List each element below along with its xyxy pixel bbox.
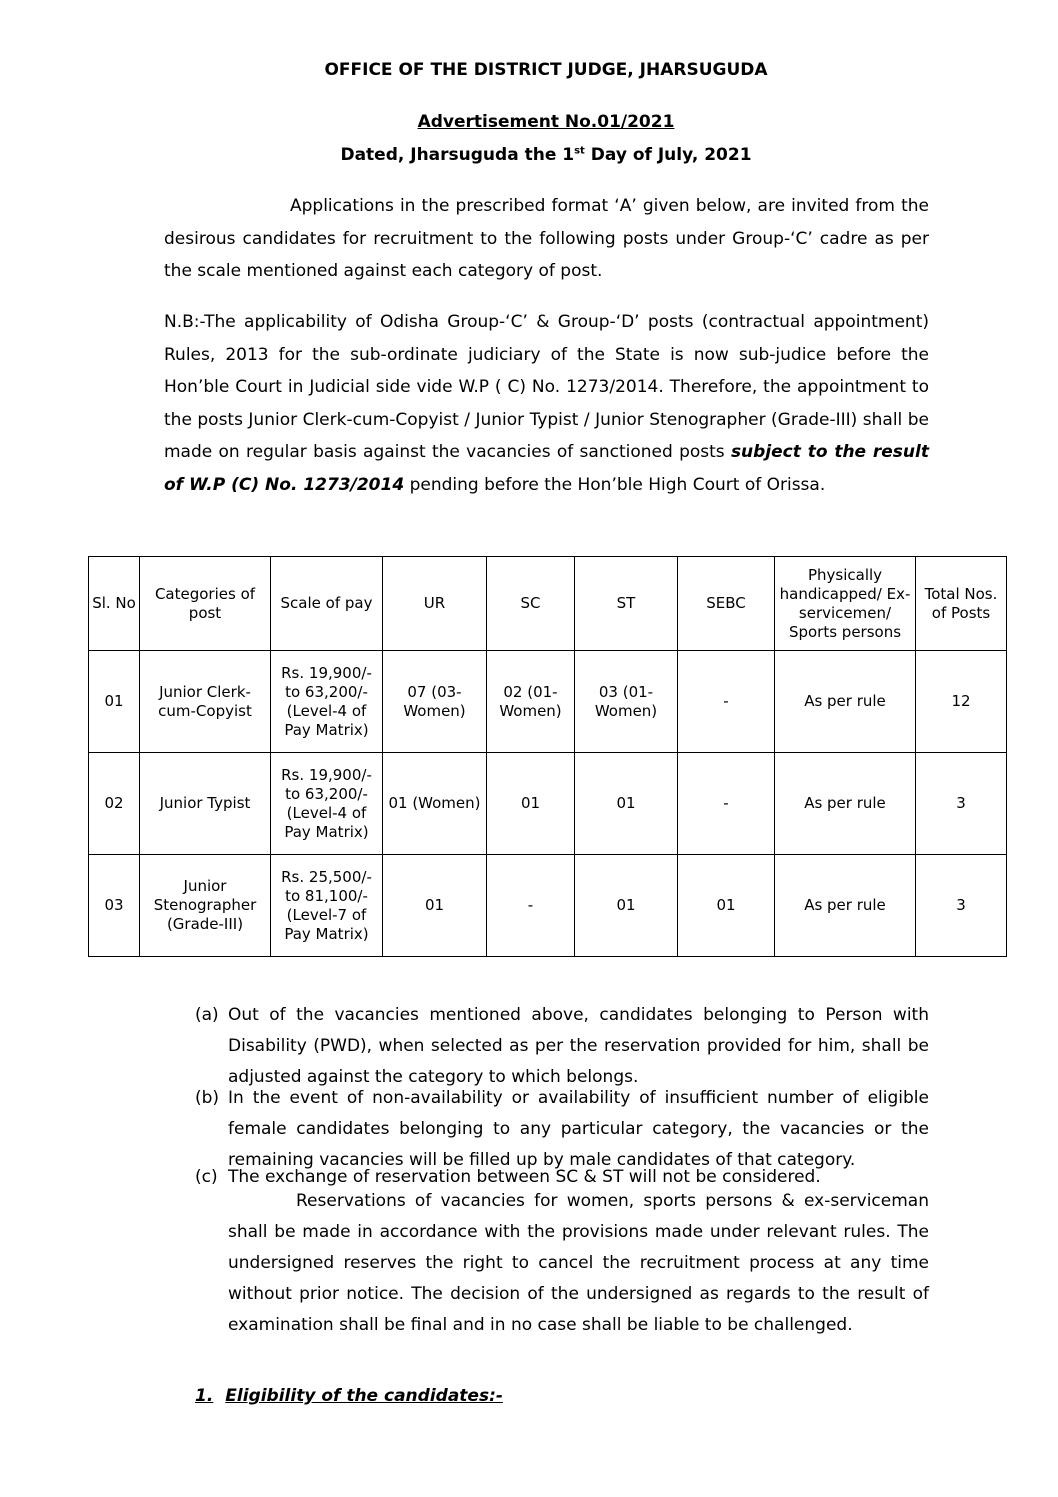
header-ph-ex-sports: Physically handicapped/ Ex-servicemen/ Sports persons [775,557,916,651]
cell-category: Junior Clerk-cum-Copyist [140,651,271,753]
header-st: ST [575,557,678,651]
cell-ur: 07 (03-Women) [383,651,487,753]
intro-paragraph: Applications in the prescribed format ‘A’ given below, are invited from the desirous candidates for recruitment to the following posts under Group-‘C’ cadre as per the scale mentioned against each category of post. [164,196,929,281]
cell-ph-ex-sports: As per rule [775,651,916,753]
date-suffix: Day of July, 2021 [584,145,752,165]
header-sebc: SEBC [678,557,775,651]
cell-sc: - [487,855,575,957]
cell-st: 01 [575,855,678,957]
reservation-paragraph: Reservations of vacancies for women, sports persons & ex-serviceman shall be made in accordance with the provisions made under relevant rules. The undersigned reserves the right to cancel the recruitment process at any time without prior notice. The decision of the undersigned as regards to the result of examination shall be final and in no case shall be liable to be challenged. [228,1191,929,1335]
cell-scale: Rs. 25,500/- to 81,100/- (Level-7 of Pay Matrix) [271,855,383,957]
cell-sebc: - [678,651,775,753]
table-row [89,651,1007,753]
cell-scale: Rs. 19,900/- to 63,200/- (Level-4 of Pay Matrix) [271,651,383,753]
table-row [89,855,1007,957]
cell-ur: 01 [383,855,487,957]
cell-sl-no: 01 [89,651,140,753]
cell-total: 3 [916,855,1007,957]
header-sl-no: Sl. No [89,557,140,651]
header-ur: UR [383,557,487,651]
note-item [195,1167,929,1187]
cell-st: 03 (01-Women) [575,651,678,753]
office-title: OFFICE OF THE DISTRICT JUDGE, JHARSUGUDA [324,60,768,80]
section-number: 1. [195,1386,214,1406]
cell-total: 3 [916,753,1007,855]
note-text: The exchange of reservation between SC & ST will not be considered. [228,1167,821,1187]
cell-st: 01 [575,753,678,855]
header-sc: SC [487,557,575,651]
note-marker: (b) [195,1088,220,1108]
note-marker: (a) [195,1005,219,1025]
note-text: In the event of non-availability or availability of insufficient number of eligible female candidates belonging to any particular category, the vacancies or the remaining vacancies will be filled up by male candidates of that category. [228,1088,929,1170]
cell-category: Junior Typist [140,753,271,855]
cell-sl-no: 03 [89,855,140,957]
note-marker: (c) [195,1167,218,1187]
note-text: Out of the vacancies mentioned above, candidates belonging to Person with Disability (PWD), when selected as per the reservation provided for him, shall be adjusted against the category to which belongs. [228,1005,929,1087]
nb-emphasis: subject to the result of W.P (C) No. 1273/2014 [164,442,929,495]
table-header-row [89,557,1007,651]
advertisement-number: Advertisement No.01/2021 [417,112,675,132]
cell-ph-ex-sports: As per rule [775,753,916,855]
note-item [195,1083,929,1176]
table-row [89,753,1007,855]
cell-ur: 01 (Women) [383,753,487,855]
cell-category: Junior Stenographer (Grade-III) [140,855,271,957]
cell-sebc: - [678,753,775,855]
cell-sc: 02 (01-Women) [487,651,575,753]
cell-total: 12 [916,651,1007,753]
posts-table [88,556,1007,957]
cell-ph-ex-sports: As per rule [775,855,916,957]
nb-text-after: pending before the Hon’ble High Court of Orissa. [404,474,826,495]
nb-paragraph [164,306,929,501]
section-title: Eligibility of the candidates:- [225,1386,503,1406]
advertisement-date [0,145,1058,165]
cell-scale: Rs. 19,900/- to 63,200/- (Level-4 of Pay Matrix) [271,753,383,855]
header-scale: Scale of pay [271,557,383,651]
section-heading-eligibility [195,1386,503,1406]
note-item [195,1000,929,1093]
date-prefix: Dated, Jharsuguda the 1 [340,145,575,165]
nb-text-before: N.B:-The applicability of Odisha Group-‘C’ & Group-‘D’ posts (contractual appointment) Rules, 2013 for the sub-ordinate judiciary of the State is now sub-judice before the Hon’ble Court in Judicial side vide W.P ( C) No. 1273/2014. Therefore, the appointment to the posts Junior Clerk-cum-Copyist / Junior Typist / Junior Stenographer (Grade-III) shall be made on regular basis against the vacancies of sanctioned posts [164,312,929,462]
cell-sc: 01 [487,753,575,855]
cell-sebc: 01 [678,855,775,957]
header-category: Categories of post [140,557,271,651]
cell-sl-no: 02 [89,753,140,855]
date-superscript: st [574,145,585,157]
header-total: Total Nos. of Posts [916,557,1007,651]
